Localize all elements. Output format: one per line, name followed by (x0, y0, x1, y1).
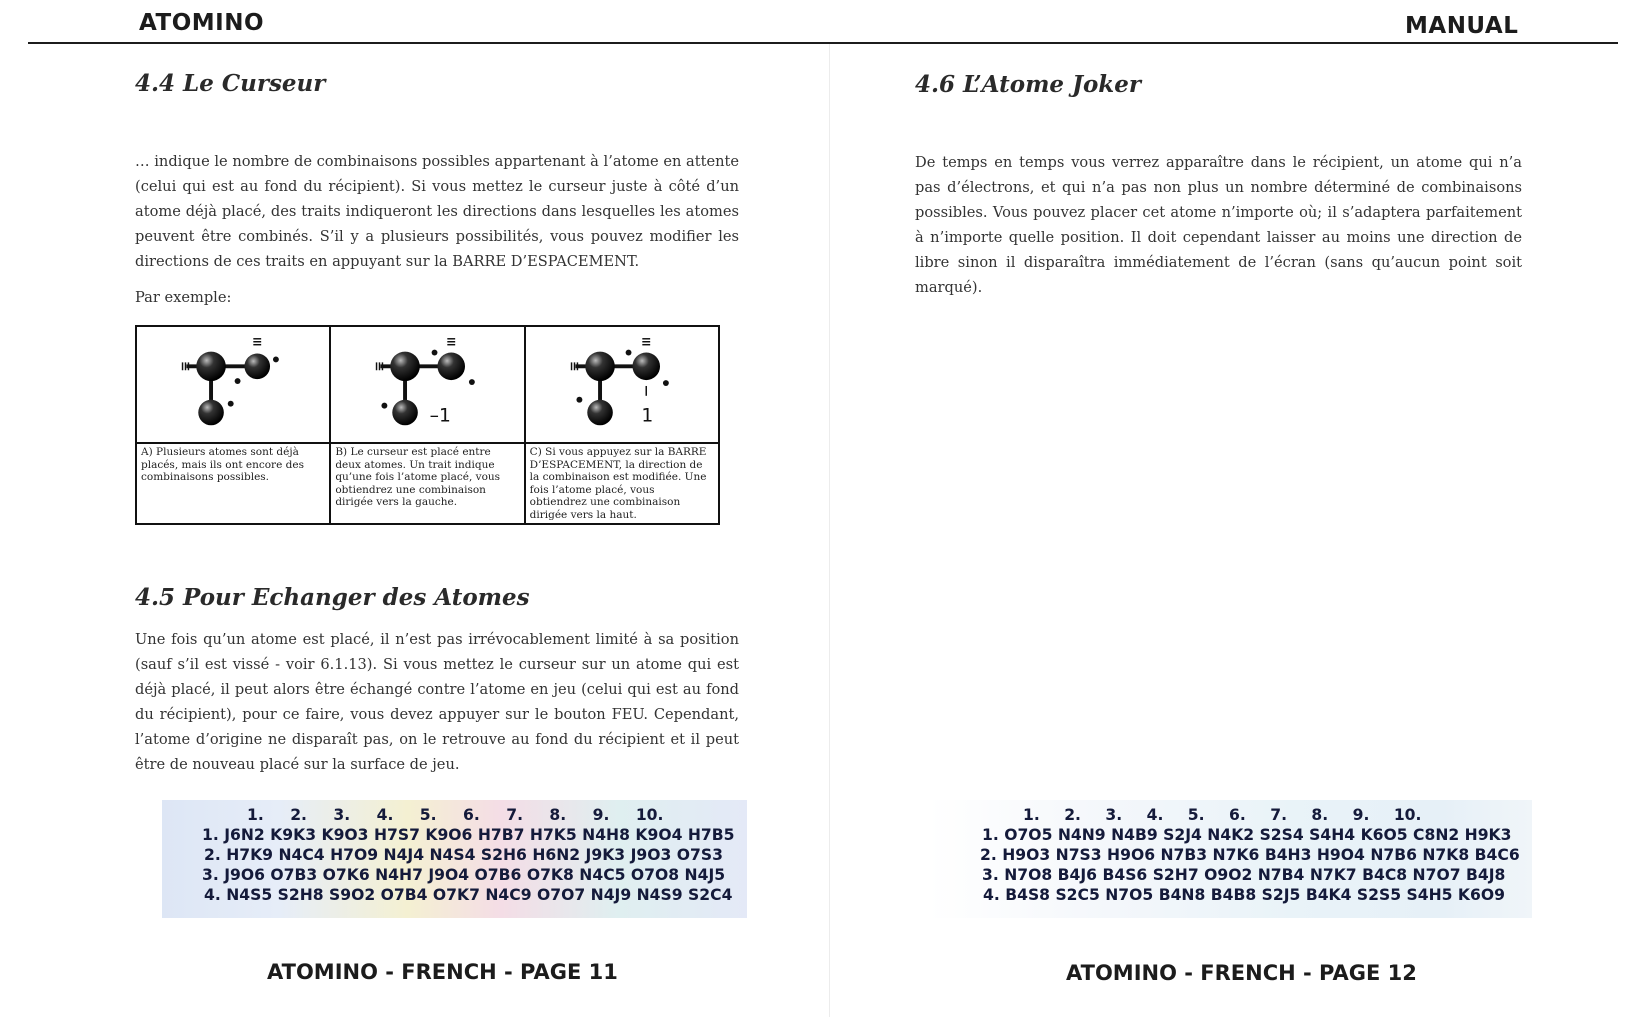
figure-caption-a: A) Plusieurs atomes sont déjà placés, mais ils ont encore des combinaisons possibles. (141, 446, 304, 483)
code-table-row: 4. B4S8 S2C5 N7O5 B4N8 B4B8 S2J5 B4K4 S2S5 S4H5 K6O9 (983, 886, 1505, 904)
header-rule (28, 42, 1618, 44)
molecule-diagram-b (331, 327, 523, 442)
figure-panel-c (526, 327, 718, 523)
section-4-6-title: 4.6 L’Atome Joker (915, 71, 1141, 98)
cursor-example-figure (135, 325, 720, 525)
figure-panel-b (331, 327, 525, 523)
section-4-4-text: … indique le nombre de combinaisons possibles appartenant à l’atome en attente (celui qui est au fond du récipient). Si vous mettez le curseur juste à côté d’un atome déjà placé, des traits indiqueront les directions dans lesquelles les atomes peuvent être combinés. S’il y a plusieurs possibilités, vous pouvez modifier les directions de ces traits en appuyant sur la BARRE D’ESPACEMENT. (135, 153, 739, 270)
code-table-row: 1. O7O5 N4N9 N4B9 S2J4 N4K2 S2S4 S4H4 K6O5 C8N2 H9K3 (982, 826, 1512, 844)
page-gutter (829, 44, 830, 1017)
header-right-title: MANUAL (1405, 13, 1519, 39)
code-table-row: 3. N7O8 B4J6 B4S6 S2H7 O9O2 N7B4 N7K7 B4C8 N7O7 B4J8 (982, 866, 1506, 884)
molecule-diagram-c (526, 327, 718, 442)
figure-caption-c: C) Si vous appuyez sur la BARRE D’ESPACEMENT, la direction de la combinaison est modifiée. Une fois l’atome placé, vous obtiendrez une combinaison dirigée vers la haut. (529, 446, 707, 521)
footer-page-11: ATOMINO - FRENCH - PAGE 11 (267, 960, 618, 984)
code-table-header: 1. 2. 3. 4. 5. 6. 7. 8. 9. 10. (247, 806, 664, 824)
section-4-5-title: 4.5 Pour Echanger des Atomes (135, 584, 530, 611)
marker-b: –1 (429, 405, 452, 427)
section-4-6-text: De temps en temps vous verrez apparaître dans le récipient, un atome qui n’a pas d’électrons, et qui n’a pas non plus un nombre déterminé de combinaisons possibles. Vous pouvez placer cet atome n’importe où; il s’adaptera parfaitement à n’importe quelle position. Il doit cependant laisser au moins une direction de libre sinon il disparaîtra immédiatement de l’écran (sans qu’aucun point soit marqué). (915, 154, 1522, 296)
example-label: Par exemple: (135, 289, 232, 306)
molecule-diagram-a (137, 327, 329, 442)
code-table-header: 1. 2. 3. 4. 5. 6. 7. 8. 9. 10. (1023, 806, 1422, 824)
code-table-row: 2. H7K9 N4C4 H7O9 N4J4 N4S4 S2H6 H6N2 J9K3 J9O3 O7S3 (204, 846, 723, 864)
marker-c: 1 (640, 405, 653, 427)
footer-page-12: ATOMINO - FRENCH - PAGE 12 (1066, 961, 1417, 985)
code-table-left (162, 800, 747, 918)
code-table-row: 4. N4S5 S2H8 S9O2 O7B4 O7K7 N4C9 O7O7 N4J9 N4S9 S2C4 (204, 886, 733, 904)
code-table-row: 3. J9O6 O7B3 O7K6 N4H7 J9O4 O7B6 O7K8 N4C5 O7O8 N4J5 (202, 866, 726, 884)
code-table-row: 1. J6N2 K9K3 K9O3 H7S7 K9O6 H7B7 H7K5 N4H8 K9O4 H7B5 (202, 826, 735, 844)
section-4-5-text: Une fois qu’un atome est placé, il n’est pas irrévocablement limité à sa position (sauf s’il est vissé - voir 6.1.13). Si vous mettez le curseur sur un atome qui est déjà placé, il peut alors être échangé contre l’atome en jeu (celui qui est au fond du récipient), pour ce faire, vous devez appuyer sur le bouton FEU. Cependant, l’atome d’origine ne disparaît pas, on le retrouve au fond du récipient et il peut être de nouveau placé sur la surface de jeu. (135, 631, 739, 773)
header-left-title: ATOMINO (139, 10, 265, 36)
code-table-row: 2. H9O3 N7S3 H9O6 N7B3 N7K6 B4H3 H9O4 N7B6 N7K8 B4C6 (980, 846, 1520, 864)
code-table-right (928, 800, 1532, 918)
figure-caption-b: B) Le curseur est placé entre deux atomes. Un trait indique qu’une fois l’atome placé, vous obtiendrez une combinaison dirigée vers la gauche. (335, 446, 501, 508)
section-4-4-title: 4.4 Le Curseur (135, 70, 326, 97)
figure-panel-a (137, 327, 331, 523)
